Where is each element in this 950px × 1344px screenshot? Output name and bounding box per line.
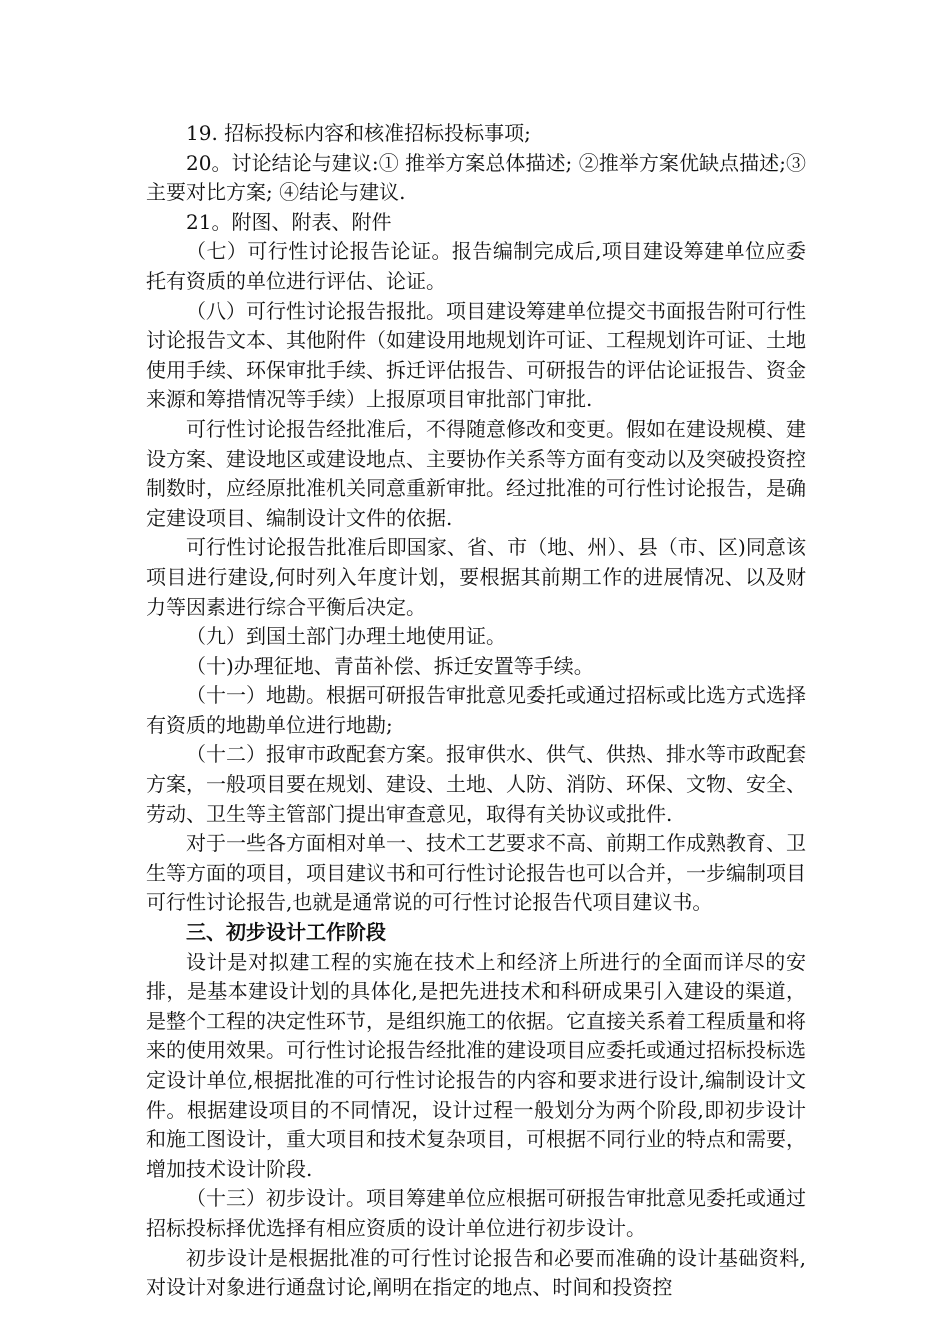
step-12-paragraph: （十二）报审市政配套方案。报审供水、供气、供热、排水等市政配套方案，一般项目要在规划、建设、土地、人防、消防、环保、文物、安全、劳动、卫生等主管部门提出审查意见，取得有关协议或批件. <box>146 742 806 826</box>
step-11-paragraph: （十一）地勘。根据可研报告审批意见委托或通过招标或比选方式选择有资质的地勘单位进行地勘; <box>146 683 806 737</box>
approval-note-paragraph: 可行性讨论报告经批准后，不得随意修改和变更。假如在建设规模、建设方案、建设地区或建设地点、主要协作关系等方面有变动以及突破投资控制数时，应经原批准机关同意重新审批。经过批准的可行性讨论报告，是确定建设项目、编制设计文件的依据. <box>146 416 806 530</box>
list-item-19: 19. 招标投标内容和核准招标投标事项; <box>186 121 531 145</box>
document-page <box>146 119 806 1303</box>
step-7-paragraph: （七）可行性讨论报告论证。报告编制完成后,项目建设筹建单位应委托有资质的单位进行评估、论证。 <box>146 239 806 293</box>
annual-plan-paragraph: 可行性讨论报告批准后即国家、省、市（地、州）、县（市、区)同意该项目进行建设,何时列入年度计划，要根据其前期工作的进展情况、以及财力等因素进行综合平衡后决定。 <box>146 535 806 619</box>
list-item-21: 21。附图、附表、附件 <box>186 209 392 234</box>
step-10-paragraph: （十)办理征地、青苗补偿、拆迁安置等手续。 <box>186 653 594 678</box>
step-9-paragraph: （九）到国土部门办理土地使用证。 <box>186 624 506 649</box>
prelim-design-paragraph: 初步设计是根据批准的可行性讨论报告和必要而准确的设计基础资料,对设计对象进行通盘讨论,阐明在指定的地点、时间和投资控 <box>146 1245 806 1300</box>
list-item-20: 20。讨论结论与建议:① 推举方案总体描述; ②推举方案优缺点描述;③ 主要对比方案; ④结论与建议. <box>146 150 806 205</box>
step-13-paragraph: （十三）初步设计。项目筹建单位应根据可研报告审批意见委托或通过招标投标择优选择有相应资质的设计单位进行初步设计。 <box>146 1186 806 1240</box>
step-8-paragraph: （八）可行性讨论报告报批。项目建设筹建单位提交书面报告附可行性讨论报告文本、其他附件（如建设用地规划许可证、工程规划许可证、土地使用手续、环保审批手续、拆迁评估报告、可研报告的评估论证报告、资金来源和筹措情况等手续）上报原项目审批部门审批. <box>146 298 806 412</box>
section-heading: 三、初步设计工作阶段 <box>186 920 386 945</box>
merge-note-paragraph: 对于一些各方面相对单一、技术工艺要求不高、前期工作成熟教育、卫生等方面的项目，项目建议书和可行性讨论报告也可以合并，一步编制项目可行性讨论报告,也就是通常说的可行性讨论报告代项目建议书。 <box>146 831 806 915</box>
design-intro-paragraph: 设计是对拟建工程的实施在技术上和经济上所进行的全面而详尽的安排，是基本建设计划的具体化,是把先进技术和科研成果引入建设的渠道，是整个工程的决定性环节，是组织施工的依据。它直接关系着工程质量和将来的使用效果。可行性讨论报告经批准的建设项目应委托或通过招标投标选定设计单位,根据批准的可行性讨论报告的内容和要求进行设计,编制设计文件。根据建设项目的不同情况，设计过程一般划分为两个阶段,即初步设计和施工图设计，重大项目和技术复杂项目，可根据不同行业的特点和需要，增加技术设计阶段. <box>146 949 806 1181</box>
